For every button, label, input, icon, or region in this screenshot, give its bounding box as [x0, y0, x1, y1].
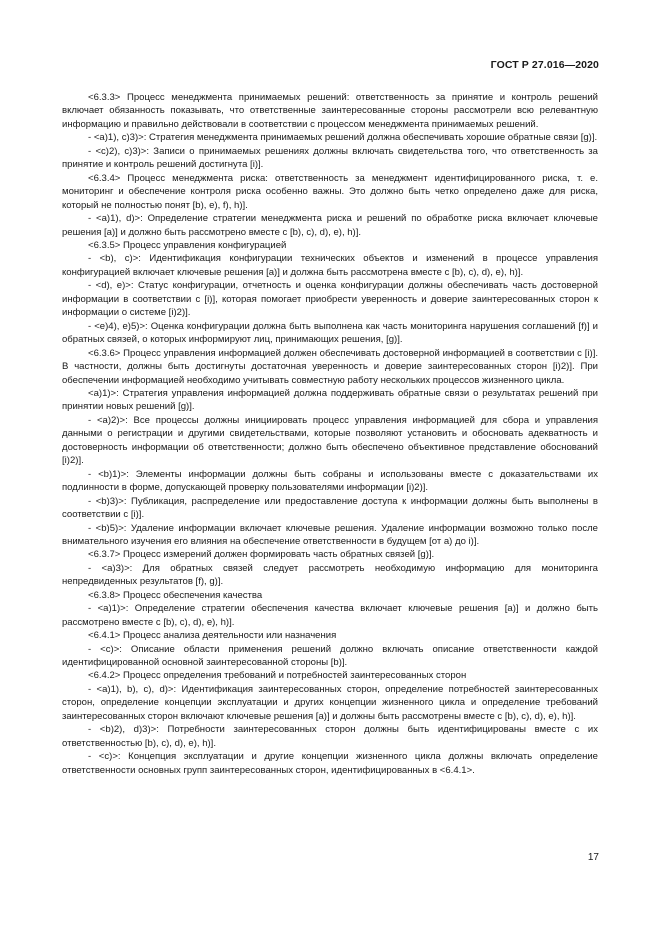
list-item: - <a)2)>: Все процессы должны инициировать процесс управления информацией для сбора и управления данными о регистрации и другими свидетельствами, которые позволяют установить и обосновать адекватность и достоверность информации об ответственности; должно быть обеспечено объективное представление обоснований [i)2)]. [62, 414, 598, 467]
list-item: - <c)2), c)3)>: Записи о принимаемых решениях должны включать свидетельства того, что ответственность за принятие и контроль решений достигнута [i)]. [62, 145, 598, 171]
document-body [62, 91, 598, 777]
standard-id: ГОСТ Р 27.016—2020 [490, 59, 599, 71]
list-item: - <d), e)>: Статус конфигурации, отчетность и оценка конфигурации должны обеспечивать часть достоверной информации в соответствии с [i)], которая помогает приобрести уверенность и доверие заинтересованных сторон к информации о системе [i)2)]. [62, 280, 598, 319]
section-heading-6-3-8: <6.3.8> Процесс обеспечения качества [88, 589, 263, 601]
list-item: - <e)4), e)5)>: Оценка конфигурации должна быть выполнена как часть мониторинга нарушения соглашений [f)] и обратных связей, о которых информируют лиц, принимающих решения, [g)]. [62, 320, 598, 346]
list-item: - <a)1), b), c), d)>: Идентификация заинтересованных сторон, определение потребностей заинтересованных сторон, определение концепции эксплуатации и других концепции жизненного цикла и определение требований заинтересованных сторон включают ключевые решения [a)] и должны быть рассмотрены вместе с [b), c), d), e), h)]. [62, 683, 598, 722]
paragraph-6-3-4: <6.3.4> Процесс менеджмента риска: ответственность за менеджмент идентифицированного риска, т. е. мониторинг и обеспечение контроля риска особенно важны. Это должно быть четко определено даже для риска, который не полностью понят [b), e), f), h)]. [62, 172, 598, 211]
document-header [491, 59, 599, 71]
list-item: - <a)1), c)3)>: Стратегия менеджмента принимаемых решений должна обеспечивать хорошие обратные связи [g)]. [88, 132, 598, 144]
section-heading-6-3-5: <6.3.5> Процесс управления конфигурацией [88, 239, 287, 251]
list-item: - <a)1)>: Определение стратегии обеспечения качества включает ключевые решения [a)] и должно быть рассмотрено вместе с [b), c), d), e), h)]. [62, 603, 598, 628]
list-item: - <a)1), d)>: Определение стратегии менеджмента риска и решений по обработке риска включает ключевые решения [a)] и должно быть рассмотрено вместе с [b), c), d), e), h)]. [62, 213, 598, 238]
list-item: - <b), c)>: Идентификация конфигурации технических объектов и изменений в процессе управления конфигурацией включает ключевые решения [a)] и должна быть рассмотрена вместе с [b), c), d), e), h)]. [62, 253, 598, 278]
page-number: 17 [587, 852, 599, 863]
list-item: <a)1)>: Стратегия управления информацией должна поддерживать обратные связи о результатах решений при принятии новых решений [g)]. [62, 387, 598, 413]
list-item: - <a)3)>: Для обратных связей следует рассмотреть необходимую информацию для мониторинга непредвиденных результатов [f), g)]. [62, 562, 598, 588]
list-item: - <b)2), d)3)>: Потребности заинтересованных сторон должны быть идентифицированы вместе с их ответственностью [b), c), d), e), h)]. [62, 724, 598, 749]
paragraph-6-3-6: <6.3.6> Процесс управления информацией должен обеспечивать достоверной информацией в соответствии с [i)]. В частности, должны быть достигнуты достаточная уверенность и доверие заинтересованных сторон [i)2)]. При обеспечении информацией необходимо учитывать совместную работу нескольких процессов жизненного цикла. [62, 347, 598, 386]
paragraph-6-3-7: <6.3.7> Процесс измерений должен формировать часть обратных связей [g)]. [88, 549, 435, 561]
section-heading-6-4-1: <6.4.1> Процесс анализа деятельности или назначения [88, 630, 337, 642]
list-item: - <b)3)>: Публикация, распределение или предоставление доступа к информации должны быть выполнены в соответствии с [i)]. [62, 495, 598, 521]
list-item: - <c)>: Концепция эксплуатации и другие концепции жизненного цикла должны включать определение ответственности основных групп заинтересованных сторон, идентифицированных в <6.4.1>. [62, 751, 598, 776]
paragraph-6-3-3: <6.3.3> Процесс менеджмента принимаемых решений: ответственность за принятие и контроль решений включает обязанность показывать, что ответственные заинтересованные стороны рассмотрели всю релевантную информацию и правильно действовали в соответствии с процессом менеджмента принимаемых решений. [62, 92, 598, 130]
list-item: - <c)>: Описание области применения решений должно включать описание ответственности каждой идентифицированной основной заинтересованной стороны [b)]. [62, 643, 598, 669]
section-heading-6-4-2: <6.4.2> Процесс определения требований и потребностей заинтересованных сторон [88, 670, 467, 682]
list-item: - <b)5)>: Удаление информации включает ключевые решения. Удаление информации возможно только после внимательного изучения его влияния на обеспечение ответственности в будущем [от a) до i)]. [62, 522, 598, 547]
list-item: - <b)1)>: Элементы информации должны быть собраны и использованы вместе с доказательствами их подлинности в форме, допускающей проверку пользователями информации [i)2)]. [62, 468, 598, 494]
